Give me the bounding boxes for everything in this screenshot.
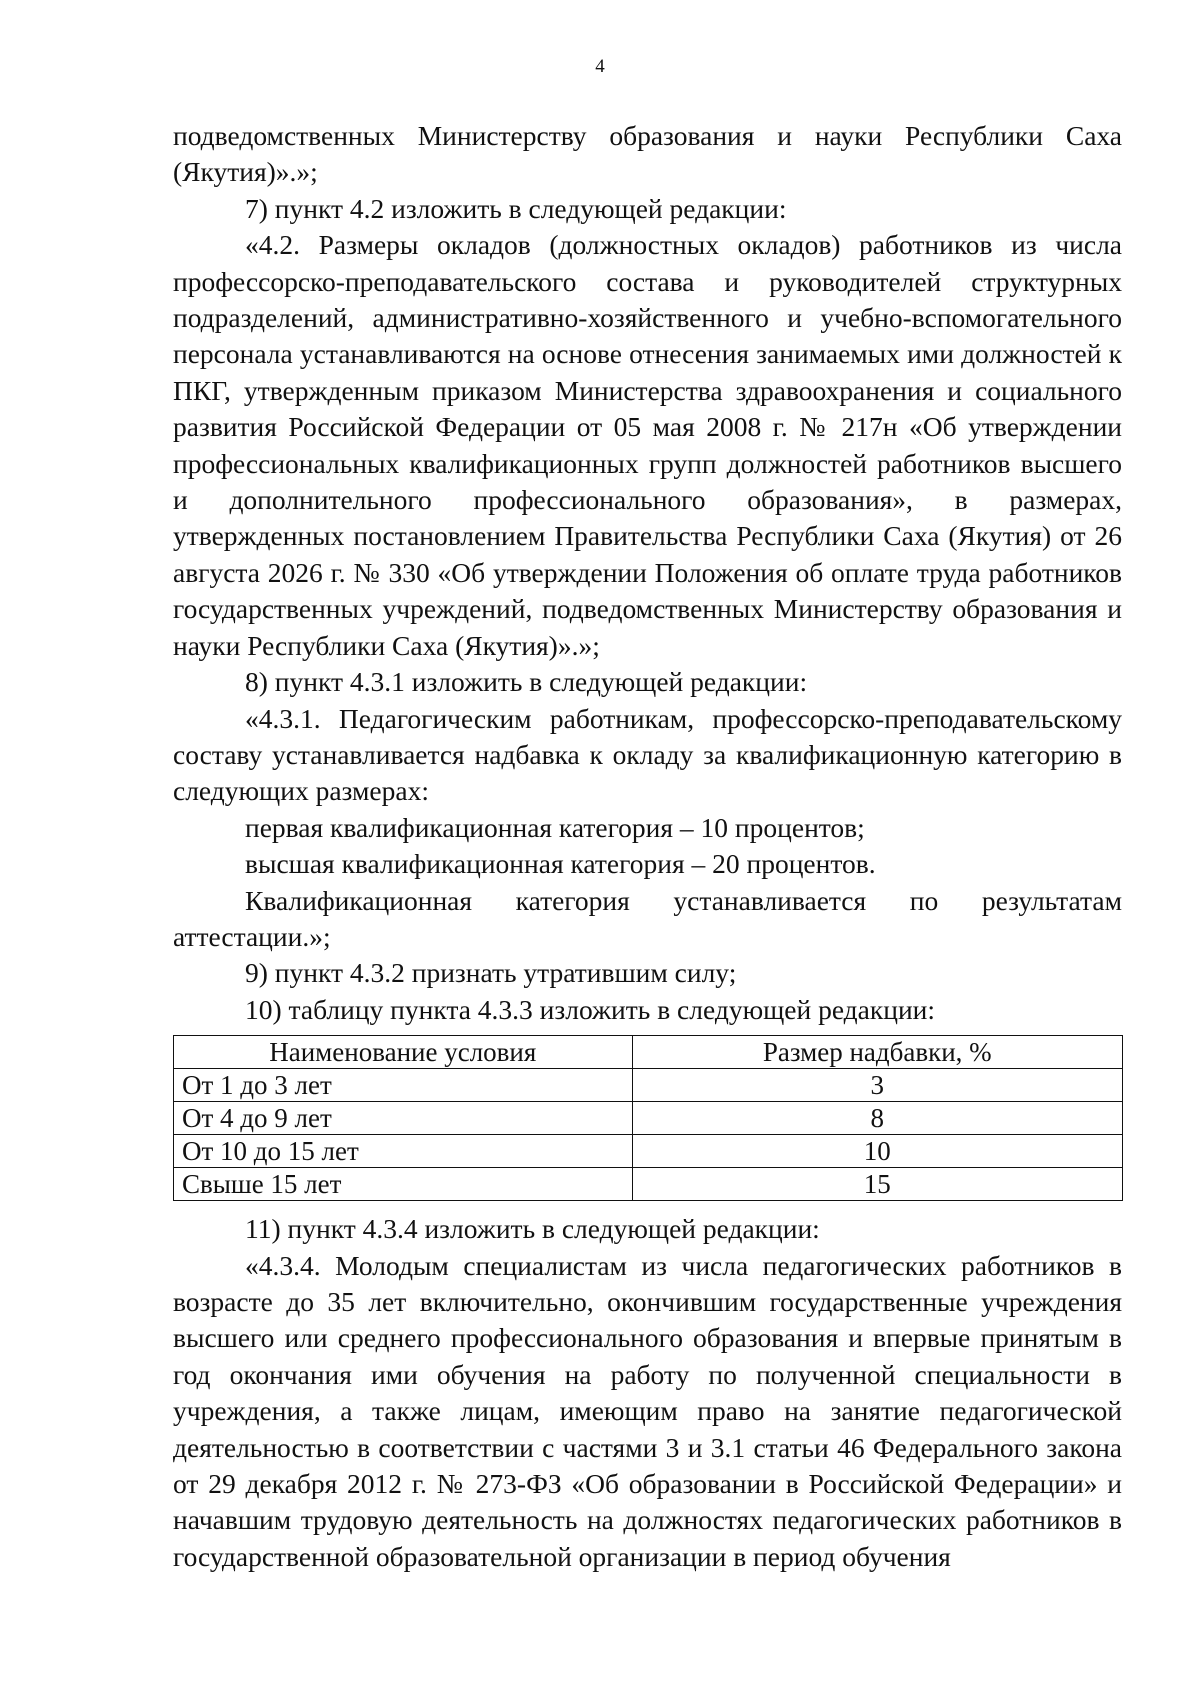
paragraph-item-11: 11) пункт 4.3.4 изложить в следующей редакции: (245, 1213, 820, 1245)
paragraph-item-7: 7) пункт 4.2 изложить в следующей редакции: (245, 192, 787, 224)
paragraph-attestation: Квалификационная категория устанавливается по результатам аттестации.»; (173, 884, 1122, 952)
paragraph-first-category: первая квалификационная категория – 10 процентов; (245, 811, 865, 843)
table-cell-condition: Свыше 15 лет (174, 1168, 633, 1201)
paragraph-continuation: подведомственных Министерству образования и науки Республики Саха (Якутия)».»; (173, 120, 1122, 188)
paragraph-clause-4-3-4: «4.3.4. Молодым специалистам из числа педагогических работников в возрасте до 35 лет включительно, окончившим государственные учреждения высшего или среднего профессионального образования и впервые принятым в год окончания ими обучения на работу по полученной специальности в учреждения, а также лицам, имеющим право на занятие педагогической деятельностью в соответствии с частями 3 и 3.1 статьи 46 Федерального закона от 29 декабря 2012 г. № 273-ФЗ «Об образовании в Российской Федерации» и начавшим трудовую деятельность на должностях педагогических работников в государственной образовательной организации в период обучения (173, 1249, 1122, 1572)
table-cell-allowance: 10 (632, 1135, 1122, 1168)
paragraph-highest-category: высшая квалификационная категория – 20 процентов. (245, 848, 876, 880)
paragraph-clause-4-2: «4.2. Размеры окладов (должностных окладов) работников из числа профессорско-преподавательского состава и руководителей структурных подразделений, административно-хозяйственного и учебно-вспомогательного персонала устанавливаются на основе отнесения занимаемых ими должностей к ПКГ, утвержденным приказом Министерства здравоохранения и социального развития Российской Федерации от 05 мая 2008 г. № 217н «Об утверждении профессиональных квалификационных групп должностей работников высшего и дополнительного профессионального образования», в размерах, утвержденных постановлением Правительства Республики Саха (Якутия) от 26 августа 2026 г. № 330 «Об утверждении Положения об оплате труда работников государственных учреждений, подведомственных Министерству образования и науки Республики Саха (Якутия)».»; (173, 229, 1122, 661)
document-body (173, 118, 1122, 1575)
paragraph-item-10: 10) таблицу пункта 4.3.3 изложить в следующей редакции: (245, 993, 936, 1025)
allowance-table-wrapper (173, 1035, 1122, 1201)
table-header-row (174, 1036, 1123, 1069)
table-header-allowance: Размер надбавки, % (632, 1036, 1122, 1069)
table-cell-allowance: 8 (632, 1102, 1122, 1135)
table-row (174, 1168, 1123, 1201)
allowance-table (173, 1035, 1123, 1201)
table-row (174, 1102, 1123, 1135)
table-cell-allowance: 15 (632, 1168, 1122, 1201)
table-cell-condition: От 10 до 15 лет (174, 1135, 633, 1168)
page-number: 4 (595, 56, 605, 77)
table-cell-condition: От 4 до 9 лет (174, 1102, 633, 1135)
table-cell-condition: От 1 до 3 лет (174, 1069, 633, 1102)
paragraph-item-8: 8) пункт 4.3.1 изложить в следующей редакции: (245, 666, 808, 698)
paragraph-clause-4-3-1: «4.3.1. Педагогическим работникам, профессорско-преподавательскому составу устанавливается надбавка к окладу за квалификационную категорию в следующих размерах: (173, 702, 1122, 807)
table-row (174, 1135, 1123, 1168)
paragraph-item-9: 9) пункт 4.3.2 признать утратившим силу; (245, 957, 737, 989)
table-cell-allowance: 3 (632, 1069, 1122, 1102)
table-header-condition: Наименование условия (174, 1036, 633, 1069)
table-row (174, 1069, 1123, 1102)
